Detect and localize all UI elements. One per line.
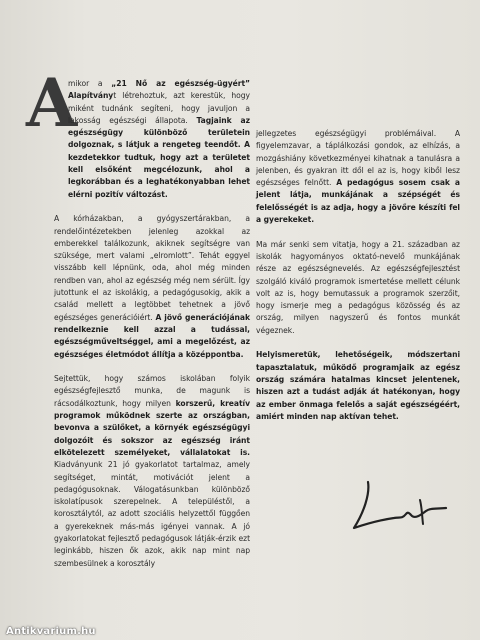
- drop-cap: A: [26, 64, 78, 142]
- paragraph-problems: [256, 128, 460, 226]
- bold-text-segment: Helyismeretük, lehetőségeik, módszertani tapasztalatuk, működő programjaik az egész ország számára hatalmas kincset jelentenek, hiszen azt a tudást adják át hatékonyan, hogy az ember önmaga felelős a saját egészségéért, amiért minden nap aktívan tehet.: [256, 350, 460, 421]
- paragraph-intro: [68, 78, 250, 201]
- paragraph-hospitals: [54, 213, 250, 361]
- bold-text-segment: A jövő generációjának rendelkeznie kell azzal a tudással, egészségműveltséggel, ami a megelőzést, az egészséges életmódot állítja a középpontba.: [54, 312, 250, 359]
- paragraph-education: [256, 239, 460, 337]
- paragraph-programs: [54, 373, 250, 570]
- bold-text-segment: korszerű, kreatív programok működnek szerte az országban, bevonva a szülőket, a környék egészségügyi dolgozóit és sokszor az egészség iránt elkötelezett személyeket, vállalatokat is.: [54, 398, 250, 457]
- text-segment: t létrehoztuk, azt kerestük, hogy miként tudnánk segíteni, hogy javuljon a lakosság egészségi állapota.: [68, 91, 250, 125]
- text-segment: Sejtettük, hogy számos iskolában folyik egészségfejlesztő munka, de magunk is rácsodálkoztunk, hogy milyen: [54, 374, 250, 408]
- text-segment: mikor a: [68, 79, 112, 88]
- watermark-text: Antikvarium.hu: [6, 626, 96, 637]
- text-column-right: [256, 128, 460, 435]
- text-segment: jellegzetes egészségügyi problémáival. A figyelemzavar, a táplálkozási gondok, az elhízás, a mozgáshiány következményei kihatnak a tanulásra a jelenben, és gyakran itt dől el az is, hogy kiből lesz egészséges felnőtt.: [256, 129, 460, 188]
- signature-image: [346, 478, 456, 538]
- paragraph-knowledge: [256, 349, 460, 423]
- bold-text-segment: „21 Nő az egészség-ügyért” Alapítvány: [68, 79, 250, 101]
- text-segment: Kiadványunk 21 jó gyakorlatot tartalmaz, amely segítséget, mintát, motivációt jelent a pedagógusoknak. Válogatásunkban különböző iskolatípusok szerepelnek. A településtől, a korosztálytól, az adott szociális helyzettől függően a gyerekeknek más-más igényei vannak. A jó gyakorlatokat fejlesztő pedagógusok látják-érzik ezt leginkább, hiszen ők azok, akik nap mint nap szembesülnek a korosztály: [54, 460, 250, 568]
- text-column-left: [54, 78, 250, 582]
- text-segment: A kórházakban, a gyógyszertárakban, a rendelőintézetekben jelenleg azokkal az emberekkel találkozunk, akiknek segítségre van szüksége, mert valami „elromlott”. Tehát eggyel visszább kell lépnünk, oda, ahol még minden rendben van, ahol az egészség még nem sérült. Így jutottunk el az iskolákig, a pedagógusokig, akik a család mellett a legtöbbet tehetnek a jövő egészséges generációiért.: [54, 214, 250, 322]
- text-segment: Ma már senki sem vitatja, hogy a 21. században az iskolák hagyományos oktató-nevelő munkájának része az egészségnevelés. Az egészségfejlesztést szolgáló kiváló programok ismertetése mellett célunk volt az is, hogy bemutassuk a programok szerzőit, hogy ismerje meg a pedagógus közösség és az ország, milyen nagyszerű és fontos munkát végeznek.: [256, 239, 460, 335]
- bold-text-segment: A pedagógus sosem csak a jelent látja, munkájának a szépségét és felelősségét is az adja, hogy a jövőre készíti fel a gyerekeket.: [256, 178, 461, 225]
- bold-text-segment: Tagjaink az egészségügy különböző területein dolgoznak, s látjuk a rengeteg teendőt. A kezdetekkor tudtuk, hogy azt a területet kell elsőként megcélozunk, ahol a legkorábban és a leghatékonyabban lehet elérni pozitív változást.: [68, 115, 251, 199]
